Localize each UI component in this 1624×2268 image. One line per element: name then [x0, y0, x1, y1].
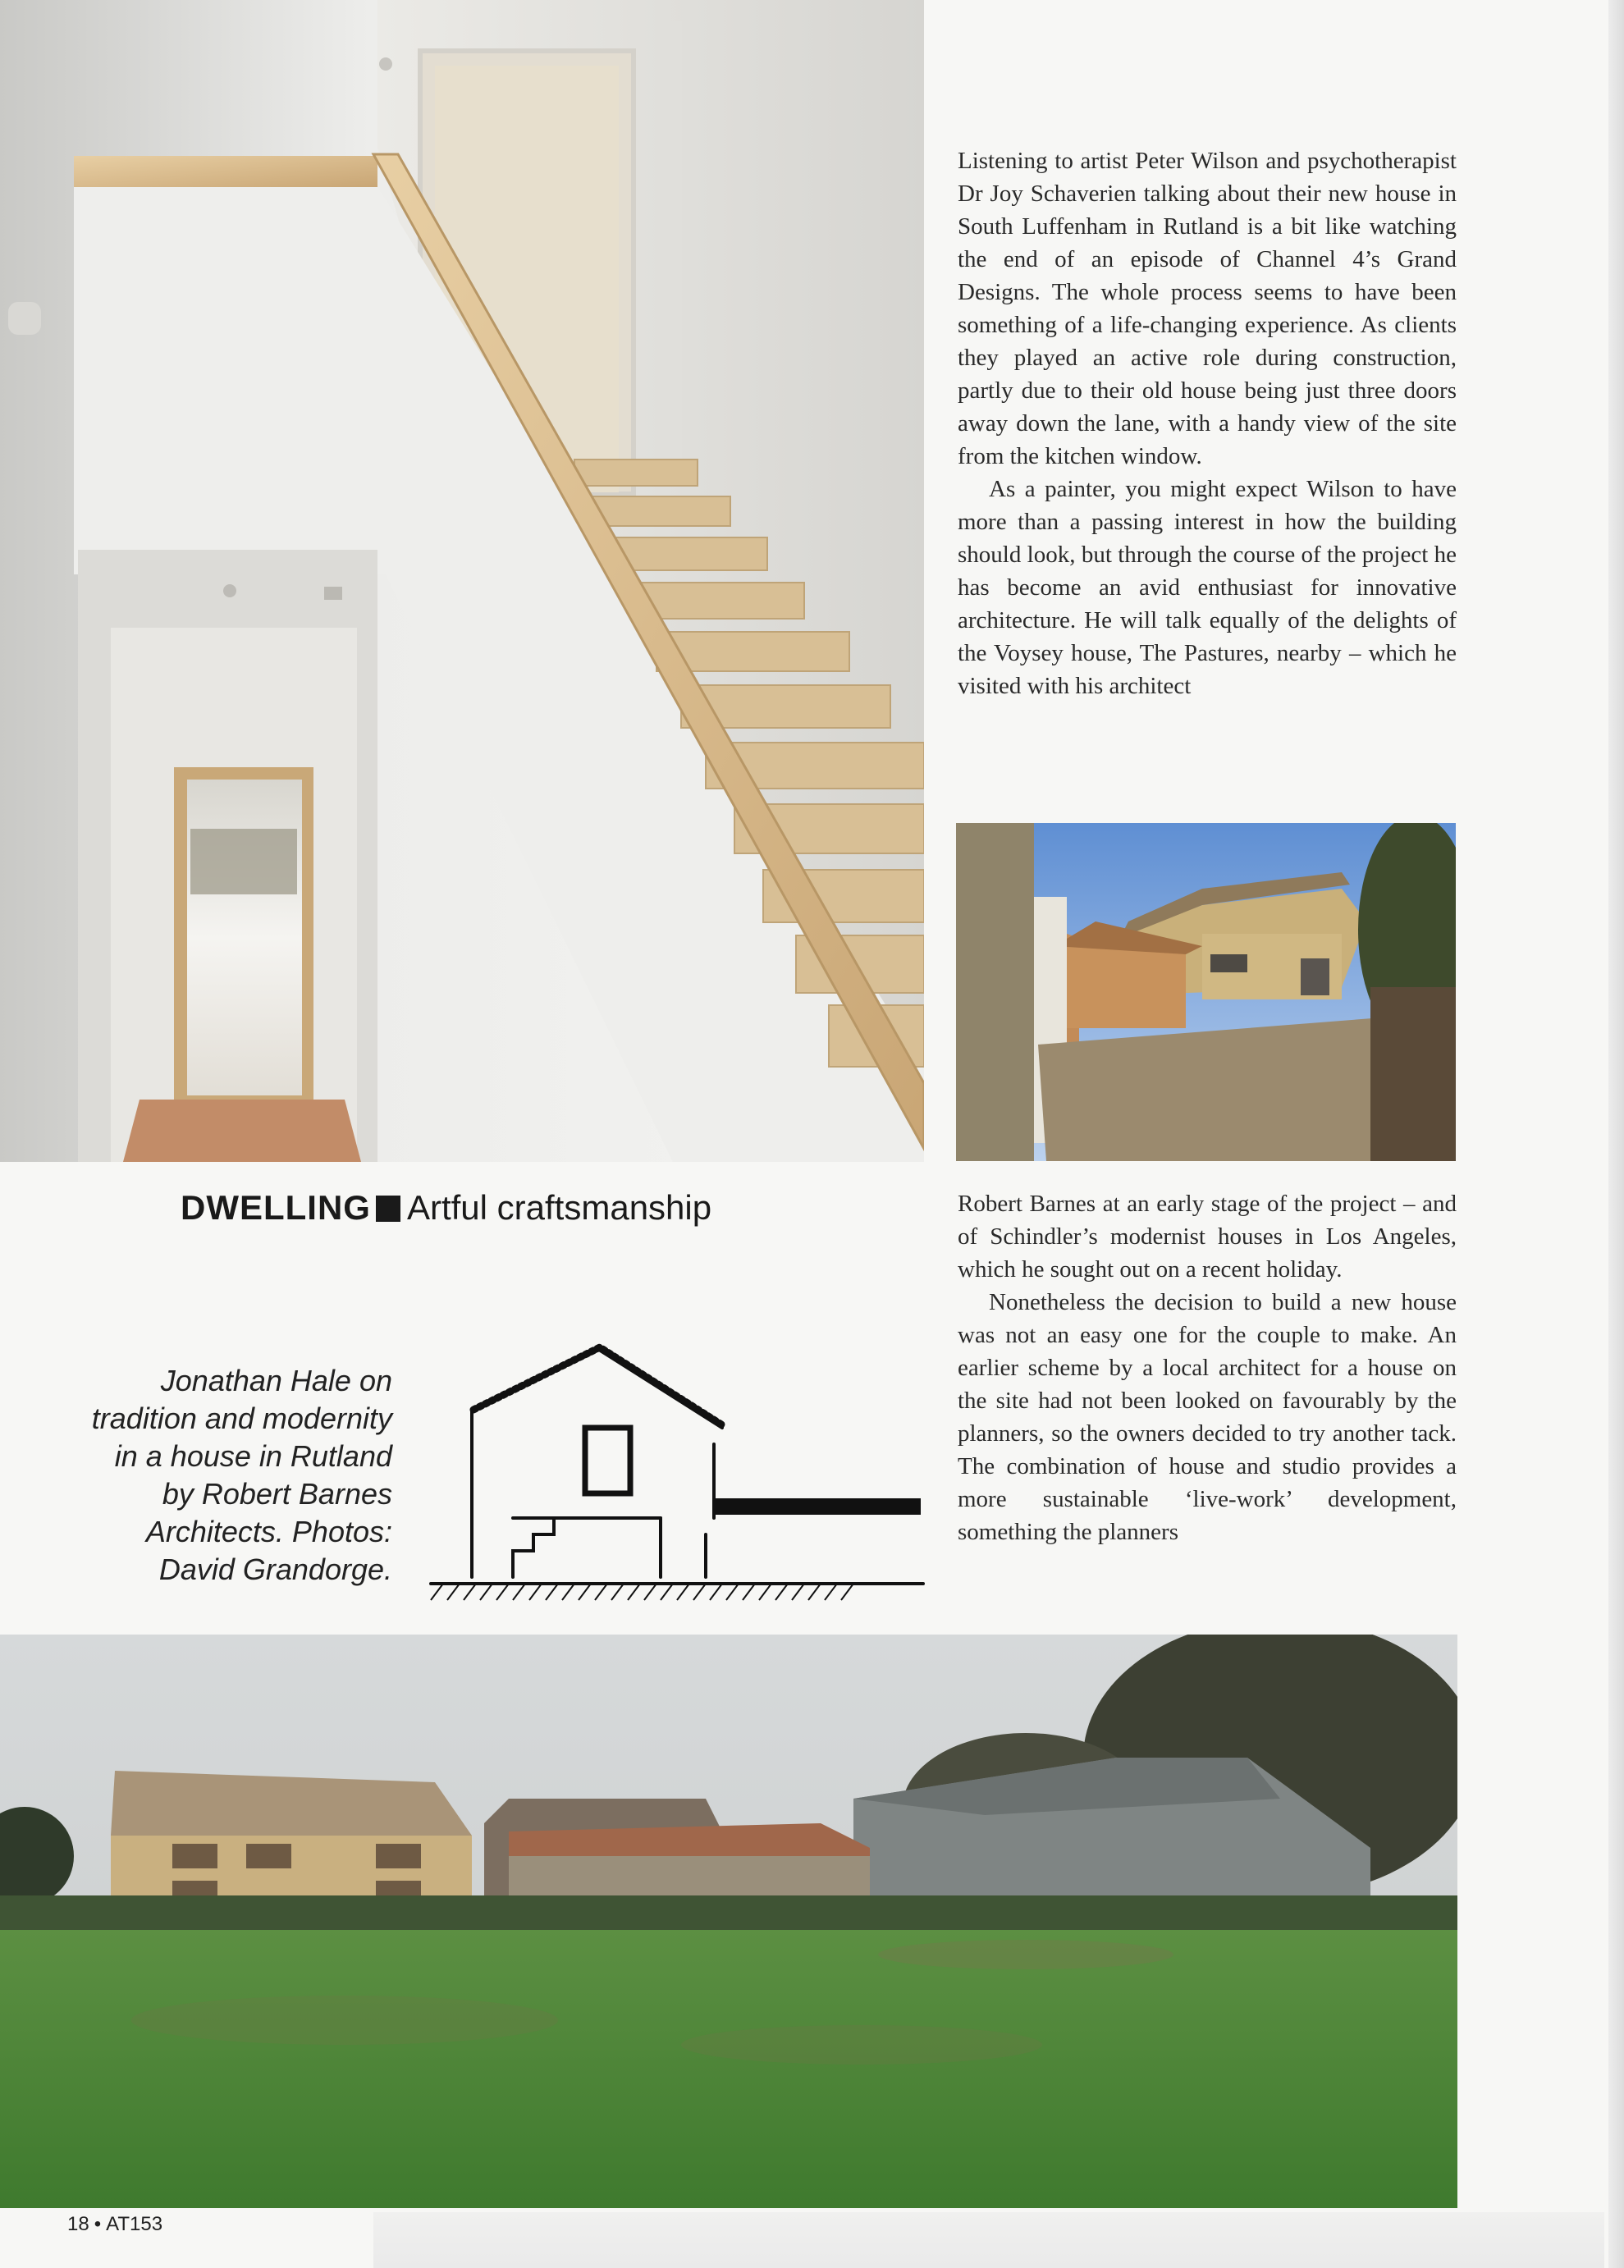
stairwell-photo	[0, 0, 924, 1162]
footer-strip	[373, 2212, 1604, 2268]
standfirst-line: tradition and modernity	[91, 1401, 392, 1435]
courtyard-photo	[956, 823, 1456, 1161]
standfirst-line: Jonathan Hale on	[160, 1364, 392, 1397]
standfirst-line: David Grandorge.	[158, 1552, 392, 1586]
section-kicker: DWELLING	[181, 1188, 371, 1227]
landscape-photo	[0, 1635, 1457, 2208]
article-title: Artful craftsmanship	[406, 1188, 712, 1227]
standfirst-line: Architects. Photos:	[145, 1515, 392, 1548]
standfirst	[41, 1362, 392, 1589]
article-paragraph: Listening to artist Peter Wilson and psychotherapist Dr Joy Schaverien talking about their new house in South Luffenham in Rutland is a bit like watching the end of an episode of Channel 4’s Grand Designs. The whole process seems to have been something of a life-changing experience. As clients they played an active role during construction, partly due to their old house being just three doors away down the lane, with a handy view of the site from the kitchen window.	[958, 148, 1457, 469]
bullet-icon: •	[94, 2213, 102, 2235]
page-number: 18	[67, 2213, 89, 2235]
page-edge	[1608, 0, 1624, 2268]
issue-number: AT153	[106, 2213, 163, 2235]
article-paragraph: Nonetheless the decision to build a new house was not an easy one for the couple to make. An earlier scheme by a local architect for a house on the site had not been looked on favourably by the planners, so the owners decided to try another tack. The combination of house and studio provides a more sustainable ‘live-work’ development, something the planners	[958, 1289, 1457, 1545]
article-paragraph: As a painter, you might expect Wilson to have more than a passing interest in how the building should look, but through the course of the project he has become an avid enthusiast for innovative architecture. He will talk equally of the delights of the Voysey house, The Pastures, nearby – which he visited with his architect	[958, 476, 1457, 699]
standfirst-line: in a house in Rutland	[114, 1439, 392, 1473]
folio	[67, 2213, 162, 2236]
standfirst-line: by Robert Barnes	[162, 1477, 392, 1511]
section-heading	[181, 1187, 804, 1228]
heading-square-icon	[376, 1196, 400, 1222]
article-paragraph: Robert Barnes at an early stage of the project – and of Schindler’s modernist houses in Los Angeles, which he sought out on a recent holiday.	[958, 1191, 1457, 1283]
section-sketch	[414, 1337, 931, 1608]
article-column-b	[958, 1187, 1457, 1548]
article-column-a	[958, 144, 1457, 702]
